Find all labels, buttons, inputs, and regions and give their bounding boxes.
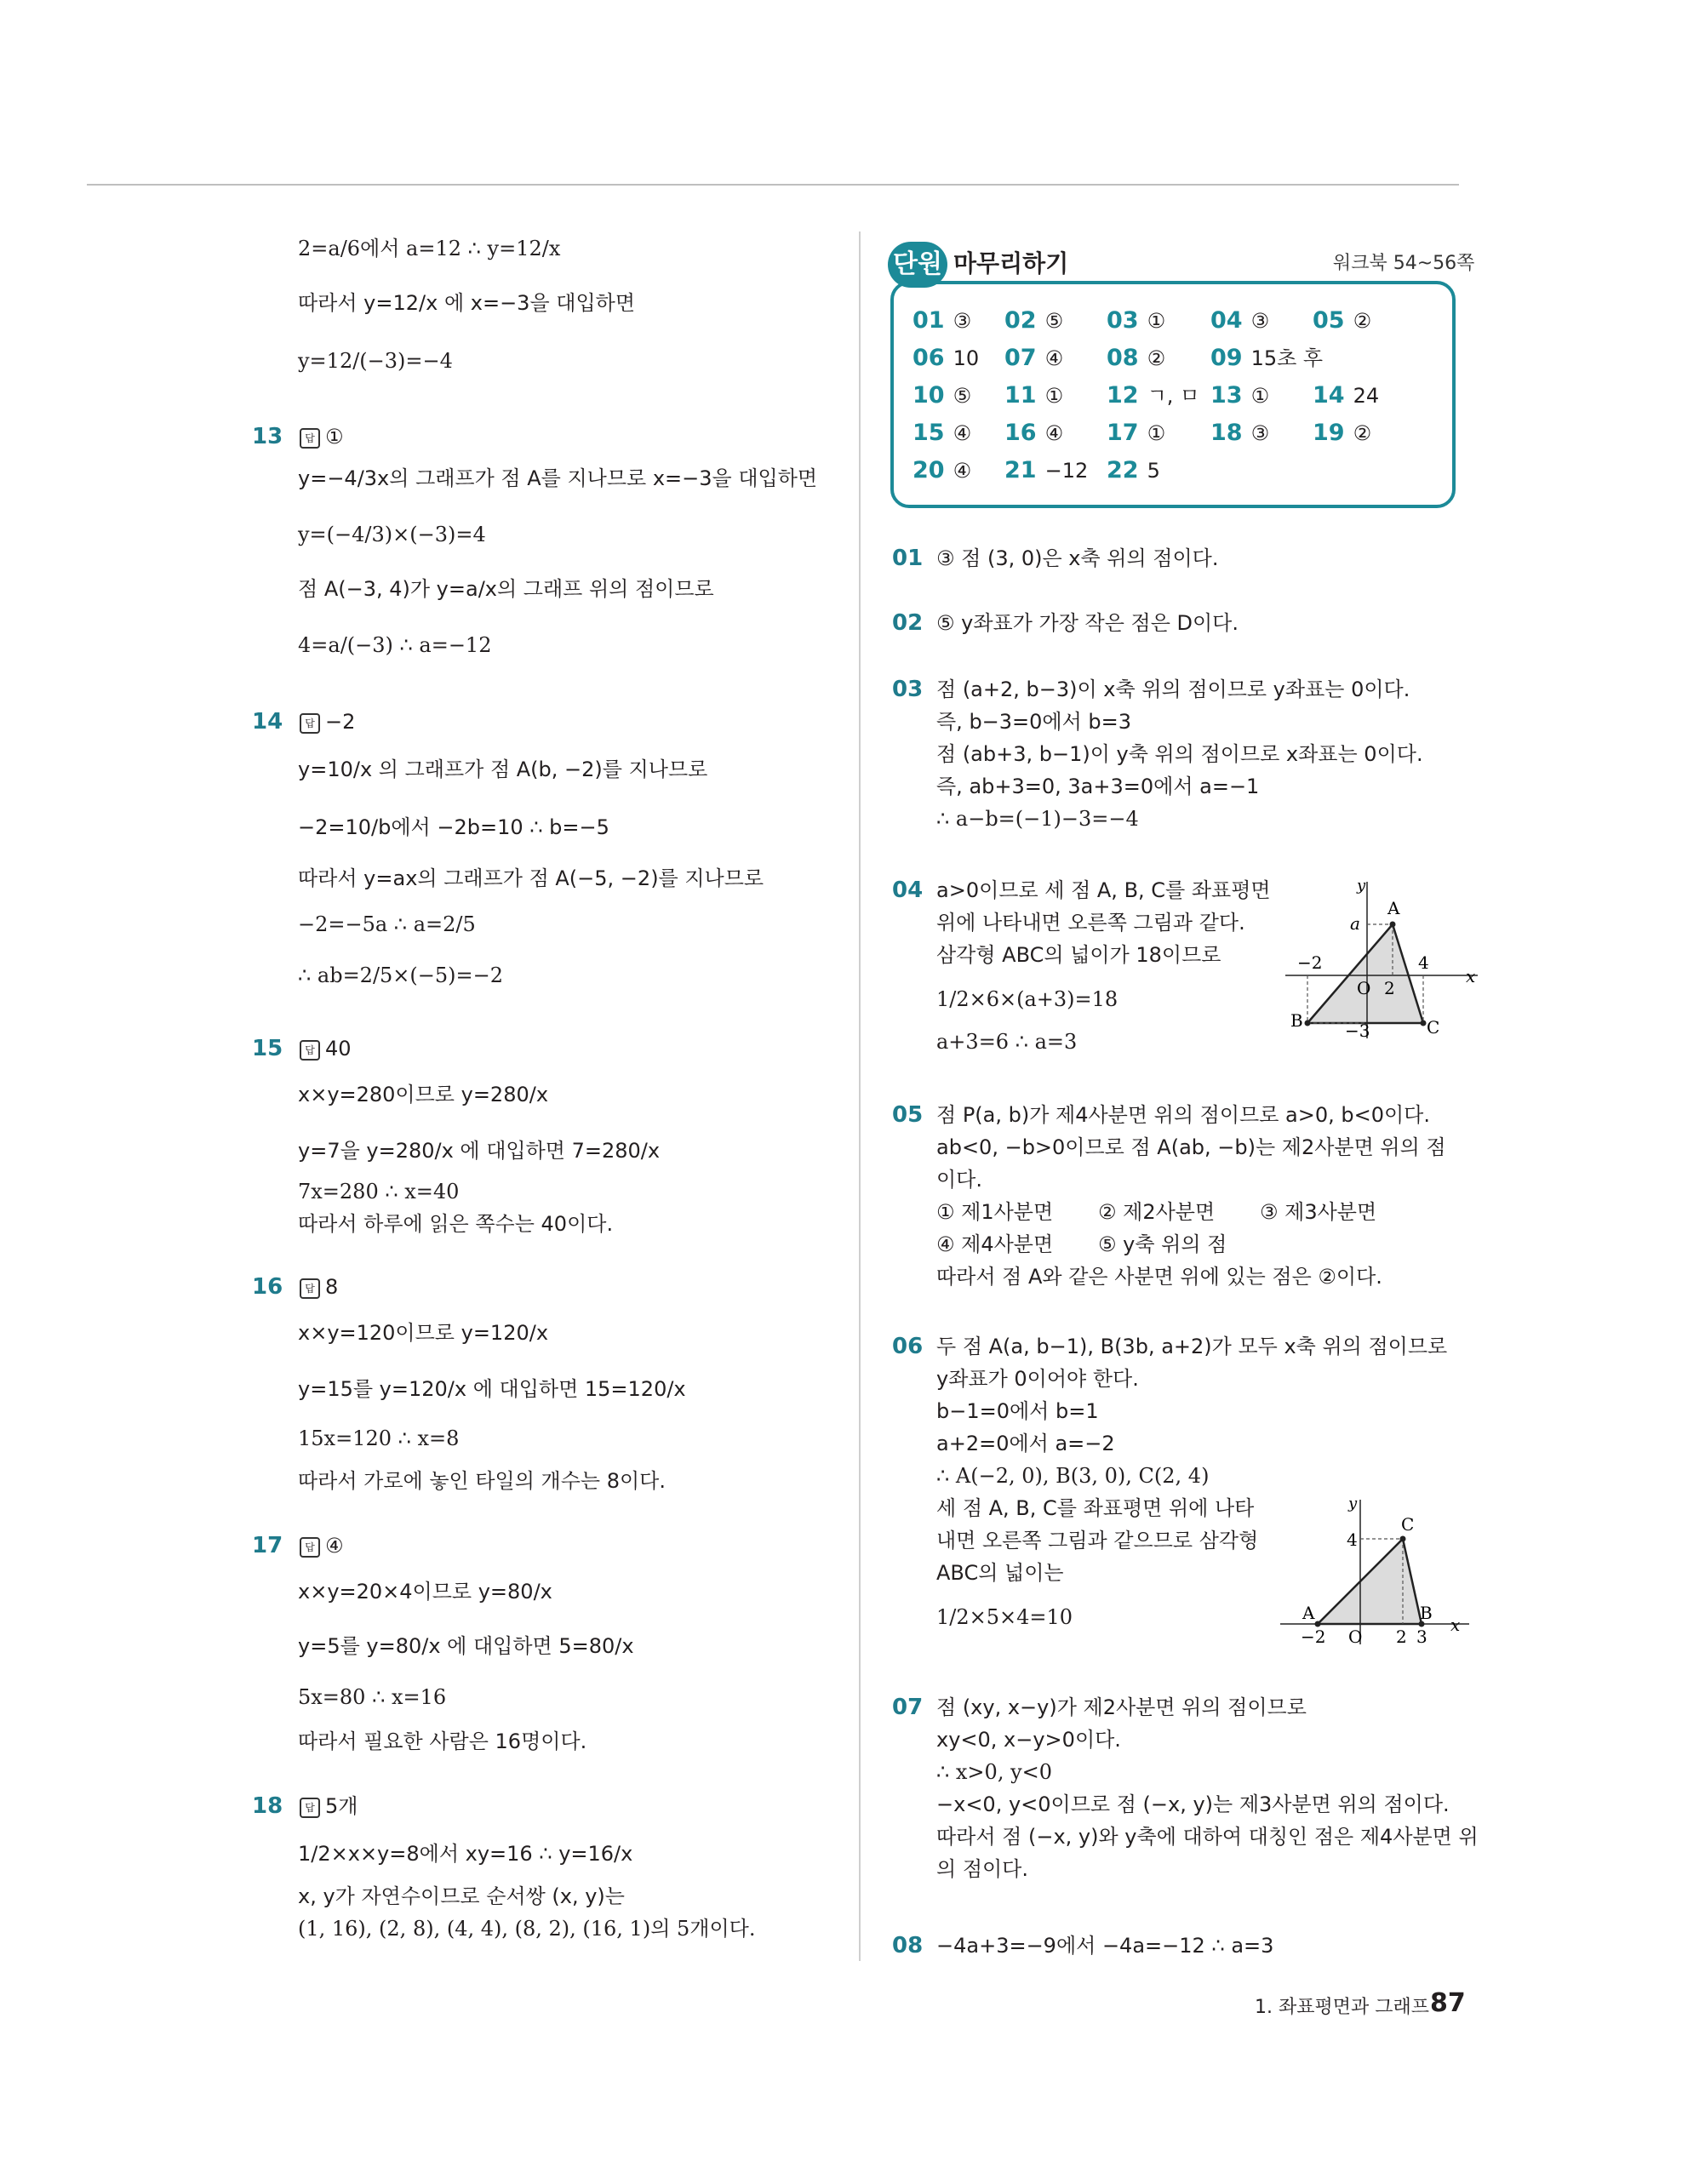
- solution-line: ∴ a−b=(−1)−3=−4: [936, 807, 1139, 831]
- point-a: [1390, 922, 1396, 928]
- coordinate-figure-04: [1285, 877, 1481, 1038]
- point-c: [1421, 1021, 1427, 1026]
- solution-line: 의 점이다.: [936, 1857, 1028, 1881]
- answer-cell: 04 ③: [1210, 307, 1270, 334]
- question-number: 14: [252, 709, 283, 735]
- fig-label: y: [1357, 877, 1366, 895]
- solution-line: y=12/(−3)=−4: [298, 349, 453, 373]
- answer-cell: 10 ⑤: [913, 382, 972, 409]
- answer-tag-icon: 답: [300, 1537, 320, 1558]
- answer-tag-icon: 답: [300, 1278, 320, 1299]
- answer-cell: 20 ④: [913, 457, 972, 483]
- solution-line: a+2=0에서 a=−2: [936, 1432, 1115, 1455]
- answer-cell: 01 ③: [913, 307, 972, 334]
- fig-label: A: [1302, 1603, 1315, 1623]
- solution-line: y좌표가 0이어야 한다.: [936, 1367, 1139, 1391]
- question-number: 04: [892, 878, 924, 903]
- triangle-abc: [1318, 1539, 1422, 1624]
- answer-tag: 답 ①: [300, 423, 344, 450]
- solution-line: y=−4/3x의 그래프가 점 A를 지나므로 x=−3을 대입하면: [298, 466, 818, 490]
- answer-cell: 11 ①: [1004, 382, 1064, 409]
- fig-label: x: [1450, 1615, 1461, 1635]
- answer-cell: 19 ②: [1313, 420, 1372, 446]
- fig-label: x: [1466, 966, 1476, 986]
- solution-line: 위에 나타내면 오른쪽 그림과 같다.: [936, 911, 1245, 935]
- fig-label: A: [1387, 898, 1400, 918]
- solution-line: 세 점 A, B, C를 좌표평면 위에 나타: [936, 1496, 1255, 1520]
- question-number: 13: [252, 424, 283, 449]
- solution-line: 따라서 하루에 읽은 쪽수는 40이다.: [298, 1212, 614, 1236]
- unit-title: 마무리하기: [953, 249, 1069, 277]
- solution-line: −2=−5a ∴ a=2/5: [298, 912, 476, 936]
- answer-tag-icon: 답: [300, 428, 320, 449]
- solution-line: (1, 16), (2, 8), (4, 4), (8, 2), (16, 1)의 5개이다.: [298, 1917, 756, 1941]
- solution-line: 2=a/6에서 a=12 ∴ y=12/x: [298, 237, 561, 260]
- solution-line: −4a+3=−9에서 −4a=−12 ∴ a=3: [936, 1934, 1274, 1958]
- question-number: 05: [892, 1102, 924, 1128]
- question-number: 15: [252, 1036, 283, 1061]
- column-divider: [859, 232, 861, 1961]
- question-number: 18: [252, 1793, 283, 1819]
- answer-cell: 21 −12: [1004, 457, 1089, 483]
- answer-cell: 22 5: [1107, 457, 1160, 483]
- question-number: 03: [892, 677, 924, 702]
- fig-label: B: [1290, 1010, 1303, 1031]
- solution-line: −x<0, y<0이므로 점 (−x, y)는 제3사분면 위의 점이다.: [936, 1792, 1450, 1816]
- fig-label: 3: [1416, 1627, 1427, 1647]
- solution-line: a>0이므로 세 점 A, B, C를 좌표평면: [936, 878, 1271, 902]
- fig-label: 2: [1396, 1627, 1407, 1647]
- answer-tag: 답 ④: [300, 1532, 344, 1559]
- fig-label: C: [1427, 1017, 1440, 1038]
- answer-tag-icon: 답: [300, 1040, 320, 1061]
- answer-tag-icon: 답: [300, 713, 320, 734]
- fig-label: B: [1420, 1603, 1433, 1623]
- solution-line: 두 점 A(a, b−1), B(3b, a+2)가 모두 x축 위의 점이므로: [936, 1335, 1448, 1358]
- question-number: 16: [252, 1274, 283, 1300]
- solution-line: y=7을 y=280/x 에 대입하면 7=280/x: [298, 1139, 661, 1163]
- point-b: [1305, 1021, 1311, 1026]
- workbook-reference: 워크북 54~56쪽: [1333, 253, 1475, 274]
- answer-cell: 17 ①: [1107, 420, 1166, 446]
- solution-line: ⑤ y좌표가 가장 작은 점은 D이다.: [936, 611, 1239, 635]
- solution-line: ABC의 넓이는: [936, 1561, 1064, 1585]
- question-number: 17: [252, 1533, 283, 1558]
- question-number: 02: [892, 610, 924, 636]
- answer-tag-icon: 답: [300, 1798, 320, 1818]
- solution-line: y=10/x 의 그래프가 점 A(b, −2)를 지나므로: [298, 758, 708, 781]
- solution-line: xy<0, x−y>0이다.: [936, 1728, 1121, 1752]
- answer-cell: 14 24: [1313, 382, 1380, 409]
- solution-line: ① 제1사분면: [936, 1200, 1054, 1224]
- fig-label: 4: [1418, 952, 1429, 973]
- solution-line: 따라서 필요한 사람은 16명이다.: [298, 1729, 587, 1753]
- solution-line: 점 (xy, x−y)가 제2사분면 위의 점이므로: [936, 1695, 1307, 1719]
- answer-tag: 답 −2: [300, 708, 355, 735]
- solution-line: 점 A(−3, 4)가 y=a/x의 그래프 위의 점이므로: [298, 577, 714, 601]
- fig-label: a: [1350, 913, 1360, 934]
- solution-line: ② 제2사분면: [1098, 1200, 1216, 1224]
- solution-line: ⑤ y축 위의 점: [1098, 1232, 1227, 1256]
- answer-cell: 06 10: [913, 345, 980, 371]
- solution-line: 1/2×5×4=10: [936, 1605, 1073, 1629]
- fig-label: −3: [1345, 1021, 1370, 1038]
- solution-line: ab<0, −b>0이므로 점 A(ab, −b)는 제2사분면 위의 점: [936, 1135, 1446, 1159]
- fig-label: O: [1348, 1627, 1363, 1647]
- answer-cell: 05 ②: [1313, 307, 1372, 334]
- solution-line: ③ 제3사분면: [1260, 1200, 1377, 1224]
- fig-label: y: [1348, 1495, 1358, 1512]
- solution-line: x×y=120이므로 y=120/x: [298, 1321, 549, 1345]
- solution-line: x×y=280이므로 y=280/x: [298, 1083, 549, 1106]
- solution-line: 15x=120 ∴ x=8: [298, 1426, 460, 1450]
- solution-line: 내면 오른쪽 그림과 같으므로 삼각형: [936, 1529, 1259, 1552]
- solution-line: −2=10/b에서 −2b=10 ∴ b=−5: [298, 815, 609, 839]
- solution-line: 즉, b−3=0에서 b=3: [936, 710, 1132, 734]
- solution-line: x×y=20×4이므로 y=80/x: [298, 1580, 552, 1604]
- fig-label: 2: [1384, 978, 1395, 998]
- solution-line: y=5를 y=80/x 에 대입하면 5=80/x: [298, 1634, 634, 1658]
- answer-cell: 18 ③: [1210, 420, 1270, 446]
- answer-cell: 09 15초 후: [1210, 345, 1324, 371]
- solution-line: 따라서 가로에 놓인 타일의 개수는 8이다.: [298, 1469, 666, 1493]
- solution-line: y=15를 y=120/x 에 대입하면 15=120/x: [298, 1377, 686, 1401]
- question-number: 01: [892, 546, 924, 571]
- answer-cell: 02 ⑤: [1004, 307, 1064, 334]
- fig-label: 4: [1347, 1529, 1358, 1550]
- solution-line: 따라서 점 A와 같은 사분면 위에 있는 점은 ②이다.: [936, 1265, 1382, 1289]
- fig-label: −2: [1301, 1627, 1326, 1647]
- solution-line: x, y가 자연수이므로 순서쌍 (x, y)는: [298, 1884, 625, 1908]
- answer-cell: 15 ④: [913, 420, 972, 446]
- solution-line: ∴ x>0, y<0: [936, 1760, 1053, 1784]
- solution-line: 점 (a+2, b−3)이 x축 위의 점이므로 y좌표는 0이다.: [936, 677, 1410, 701]
- fig-label: C: [1401, 1514, 1415, 1535]
- answer-tag: 답 40: [300, 1035, 352, 1062]
- answer-cell: 08 ②: [1107, 345, 1166, 371]
- fig-label: O: [1357, 978, 1371, 998]
- triangle-abc: [1307, 924, 1423, 1023]
- solution-line: 따라서 y=12/x 에 x=−3을 대입하면: [298, 291, 636, 315]
- answer-cell: 03 ①: [1107, 307, 1166, 334]
- solution-line: 4=a/(−3) ∴ a=−12: [298, 633, 492, 657]
- chapter-label: 1. 좌표평면과 그래프: [1255, 1997, 1429, 2018]
- unit-badge: 단원: [888, 242, 947, 288]
- page-number: 87: [1430, 1988, 1466, 2018]
- coordinate-figure-06: [1277, 1495, 1473, 1648]
- question-number: 06: [892, 1334, 924, 1359]
- top-rule: [87, 184, 1459, 186]
- solution-line: 이다.: [936, 1168, 982, 1192]
- question-number: 08: [892, 1933, 924, 1958]
- answer-tag: 답 5개: [300, 1792, 358, 1820]
- solution-line: 1/2×x×y=8에서 xy=16 ∴ y=16/x: [298, 1842, 633, 1866]
- solution-line: y=(−4/3)×(−3)=4: [298, 523, 486, 546]
- solution-line: ∴ A(−2, 0), B(3, 0), C(2, 4): [936, 1464, 1210, 1488]
- solution-line: b−1=0에서 b=1: [936, 1399, 1099, 1423]
- solution-line: 7x=280 ∴ x=40: [298, 1180, 460, 1203]
- solution-line: 따라서 점 (−x, y)와 y축에 대하여 대칭인 점은 제4사분면 위: [936, 1825, 1479, 1849]
- question-number: 07: [892, 1695, 924, 1720]
- solution-line: 1/2×6×(a+3)=18: [936, 987, 1118, 1011]
- solution-line: ③ 점 (3, 0)은 x축 위의 점이다.: [936, 546, 1219, 570]
- point-c: [1400, 1536, 1406, 1542]
- solution-line: 점 P(a, b)가 제4사분면 위의 점이므로 a>0, b<0이다.: [936, 1103, 1430, 1127]
- solution-line: 점 (ab+3, b−1)이 y축 위의 점이므로 x좌표는 0이다.: [936, 742, 1423, 766]
- solution-line: 따라서 y=ax의 그래프가 점 A(−5, −2)를 지나므로: [298, 866, 764, 890]
- solution-line: ∴ ab=2/5×(−5)=−2: [298, 963, 504, 987]
- solution-line: 즉, ab+3=0, 3a+3=0에서 a=−1: [936, 775, 1260, 798]
- answer-cell: 12 ㄱ, ㅁ: [1107, 382, 1200, 409]
- solution-line: 5x=80 ∴ x=16: [298, 1685, 447, 1709]
- solution-line: 삼각형 ABC의 넓이가 18이므로: [936, 943, 1221, 967]
- fig-label: −2: [1297, 952, 1323, 973]
- answer-cell: 07 ④: [1004, 345, 1064, 371]
- answer-cell: 16 ④: [1004, 420, 1064, 446]
- solution-line: a+3=6 ∴ a=3: [936, 1030, 1078, 1054]
- solution-line: ④ 제4사분면: [936, 1232, 1054, 1256]
- answer-tag: 답 8: [300, 1273, 338, 1301]
- answer-cell: 13 ①: [1210, 382, 1270, 409]
